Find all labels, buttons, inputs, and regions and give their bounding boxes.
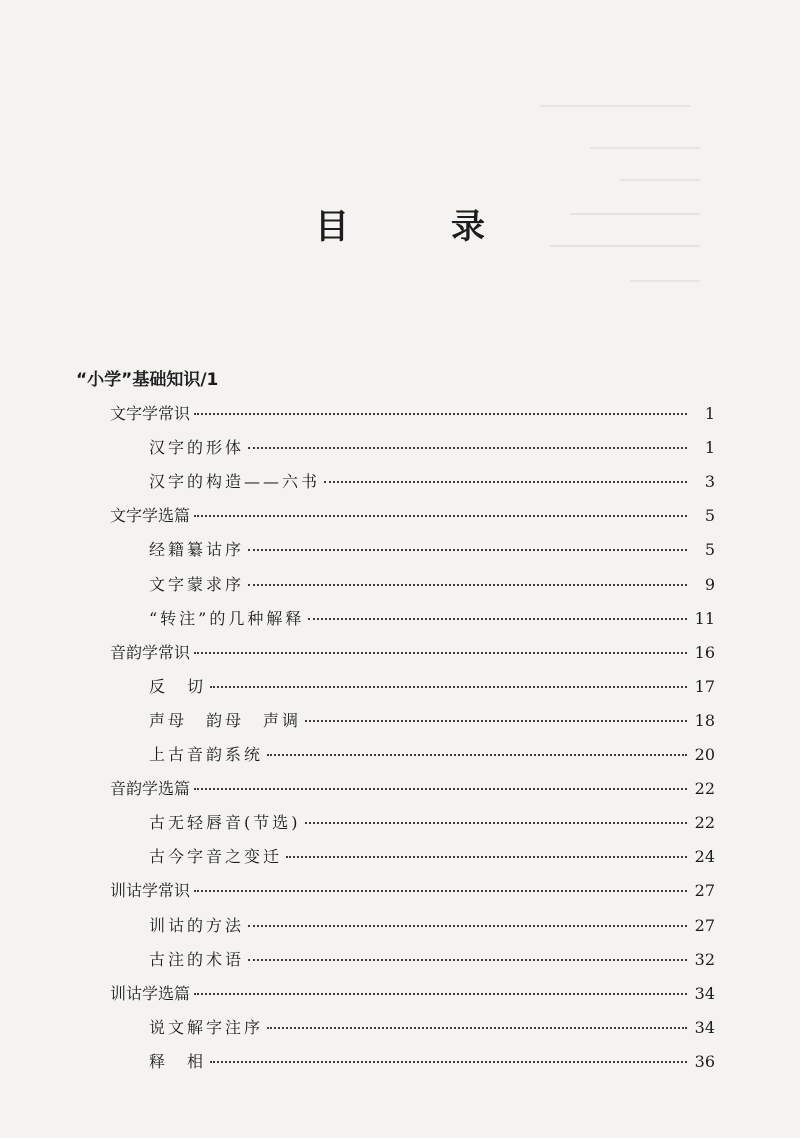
toc-entry[interactable] [149,947,715,973]
toc-entry-title: 文字蒙求序 [149,574,245,594]
toc-entry[interactable] [149,708,715,734]
toc-entry-page: 27 [694,915,715,935]
toc-entry-title: 音韵学常识 [110,642,191,662]
toc-entry-page: 32 [694,949,715,969]
dot-leader [324,481,687,483]
toc-entry-page: 36 [694,1051,715,1071]
dot-leader [194,515,687,517]
toc-entry-title: 古注的术语 [149,949,245,969]
part-heading: “小学”基础知识/1 [76,370,219,390]
toc-entry-page: 18 [694,710,715,730]
page-title: 目 录 [315,207,519,247]
toc-entry[interactable] [110,981,715,1007]
dot-leader [248,959,687,961]
toc-entry-title: 文字学常识 [110,404,191,423]
toc-entry[interactable] [149,844,715,870]
dot-leader [210,686,687,688]
toc-entry[interactable] [110,640,715,666]
dot-leader [248,549,687,551]
toc-entry-page: 27 [694,881,715,901]
dot-leader [267,754,687,756]
toc-entry-page: 34 [694,983,715,1003]
toc-entry-page: 3 [704,472,715,492]
dot-leader [305,720,687,722]
toc-entry-title: 经籍纂诂序 [149,540,245,560]
dot-leader [194,890,687,892]
toc-entry-page: 5 [704,540,715,560]
toc-entry[interactable] [110,503,715,529]
toc-entry-title: 汉字的构造——六书 [149,472,321,492]
toc-entry-title: 说文解字注序 [149,1017,264,1037]
toc-entry-title: 反 切 [149,676,207,696]
toc-entry[interactable] [110,401,715,427]
toc-entry-title: 古无轻唇音(节选) [149,813,301,833]
toc-entry-page: 5 [704,506,715,526]
toc-entry-title: 释 相 [149,1051,207,1071]
toc-entry[interactable] [110,878,715,904]
toc-entry[interactable] [149,742,715,768]
toc-entry[interactable] [149,1015,715,1041]
dot-leader [210,1061,687,1063]
toc-entry-title: 上古音韵系统 [149,745,264,764]
dot-leader [286,856,687,858]
toc-entry-title: 声母 韵母 声调 [149,710,302,730]
toc-entry-title: 训诂的方法 [149,915,245,935]
toc-entry-title: 汉字的形体 [149,438,245,458]
dot-leader [194,413,687,415]
toc-entry-title: 文字学选篇 [110,506,191,526]
dot-leader [305,822,688,824]
toc-entry[interactable] [110,776,715,802]
toc-entry-page: 11 [694,608,715,628]
toc-entry-page: 22 [694,813,715,833]
dot-leader [267,1027,687,1029]
toc-entry[interactable] [149,810,715,836]
toc-entry[interactable] [149,913,715,939]
toc-entry-page: 24 [694,847,715,867]
dot-leader [194,652,687,654]
dot-leader [248,584,687,586]
toc-entry[interactable] [149,469,715,495]
toc-entry-title: 古今字音之变迁 [149,847,283,867]
toc-entry[interactable] [149,435,715,461]
toc-entry[interactable] [149,537,715,563]
dot-leader [308,618,687,620]
dot-leader [248,925,687,927]
toc-entry-page: 16 [694,642,715,662]
toc-entry-title: 训诂学常识 [110,881,191,901]
toc-entry-title: “转注”的几种解释 [149,608,305,628]
toc-entry-title: 音韵学选篇 [110,779,191,799]
toc-entry-title: 训诂学选篇 [110,983,191,1003]
toc-entry-page: 9 [704,574,715,594]
toc-entry-page: 17 [694,676,715,696]
toc-entry-page: 1 [704,404,715,423]
toc-entry-page: 20 [694,745,715,764]
toc-entry-page: 22 [694,779,715,799]
dot-leader [194,993,687,995]
dot-leader [194,788,687,790]
toc-entry-page: 34 [694,1017,715,1037]
dot-leader [248,447,687,449]
toc-entry[interactable] [149,674,715,700]
toc-entry[interactable] [149,1049,715,1075]
toc-entry[interactable] [149,606,715,632]
toc-entry[interactable] [149,572,715,598]
toc-entry-page: 1 [704,438,715,458]
